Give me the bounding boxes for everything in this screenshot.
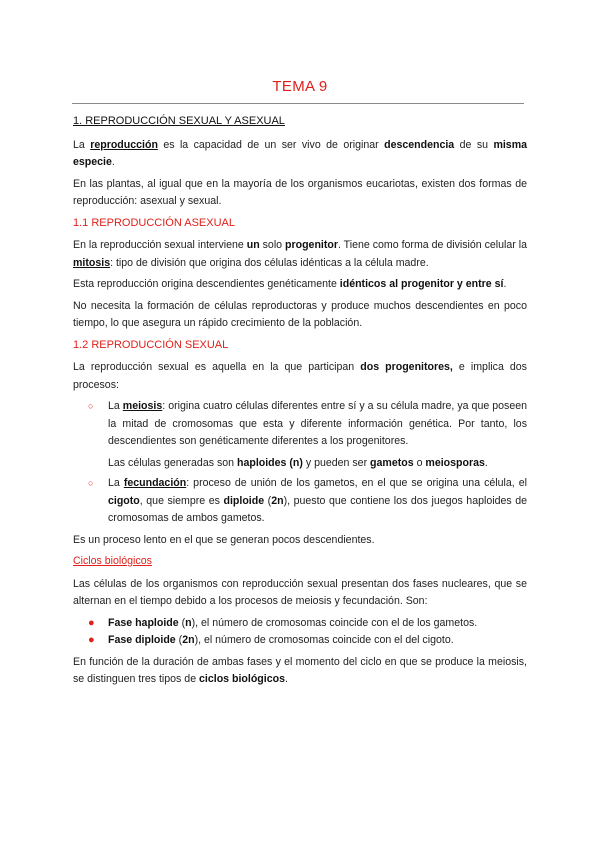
list-item-haploide: ● Fase haploide (n), el número de cromosomas coincide con el de los gametos.	[73, 615, 527, 633]
section-heading-ciclos: Ciclos biológicos	[73, 555, 152, 567]
list-item-diploide: ● Fase diploide (2n), el número de cromosomas coincide con el del cigoto.	[73, 632, 527, 650]
circle-bullet-icon: ○	[88, 401, 94, 411]
paragraph-definition: La reproducción es la capacidad de un ser vivo de originar descendencia de su misma especie.	[73, 138, 528, 168]
section-heading-1-1: 1.1 REPRODUCCIÓN ASEXUAL	[73, 216, 235, 229]
dot-bullet-icon: ●	[88, 634, 95, 646]
paragraph-ciclos: En función de la duración de ambas fases y el momento del ciclo en que se produce la meiosis, se distinguen tres tipos de ciclos biológicos.	[73, 655, 527, 685]
paragraph-asexual-2: Esta reproducción origina descendientes genéticamente idénticos al progenitor y entre sí.	[73, 278, 507, 290]
document-title: TEMA 9	[272, 78, 328, 95]
list-item-meiosis: ○ La meiosis: origina cuatro células diferentes entre sí y a su célula madre, ya que poseen la mitad de cromosomas que esta y diferente información genética. Por tanto, los descendientes son genéticamente diferentes a los progenitores. Las células generadas son haploides (n) y pueden ser gametos o meiosporas.	[88, 400, 527, 469]
process-list	[73, 398, 527, 528]
title-divider	[72, 103, 524, 104]
phase-list	[73, 615, 527, 650]
paragraph-asexual-3: No necesita la formación de células reproductoras y produce muchos descendientes en poco tiempo, lo que asegura un rápido crecimiento de la población.	[73, 299, 527, 329]
circle-bullet-icon: ○	[88, 478, 94, 488]
paragraph-sexual-intro: La reproducción sexual es aquella en la que participan dos progenitores, e implica dos procesos:	[73, 361, 527, 391]
document-body	[73, 113, 527, 693]
paragraph-fases: Las células de los organismos con reproducción sexual presentan dos fases nucleares, que se alternan en el tiempo debido a los procesos de meiosis y fecundación. Son:	[73, 577, 527, 607]
paragraph-asexual-1: En la reproducción sexual interviene un solo progenitor. Tiene como forma de división celular la mitosis: tipo de división que origina dos células idénticas a la célula madre.	[73, 239, 527, 269]
list-item-fecundacion: ○ La fecundación: proceso de unión de los gametos, en el que se origina una célula, el cigoto, que siempre es diploide (2n), puesto que contiene los dos juegos haploides de cromosomas de ambos gametos.	[88, 477, 528, 524]
section-heading-1-2: 1.2 REPRODUCCIÓN SEXUAL	[73, 338, 229, 351]
dot-bullet-icon: ●	[88, 616, 95, 629]
section-heading-1: 1. REPRODUCCIÓN SEXUAL Y ASEXUAL	[73, 115, 285, 127]
paragraph-slow-process: Es un proceso lento en el que se generan pocos descendientes.	[73, 533, 375, 546]
paragraph-plants: En las plantas, al igual que en la mayoría de los organismos eucariotas, existen dos formas de reproducción: asexual y sexual.	[73, 177, 527, 207]
